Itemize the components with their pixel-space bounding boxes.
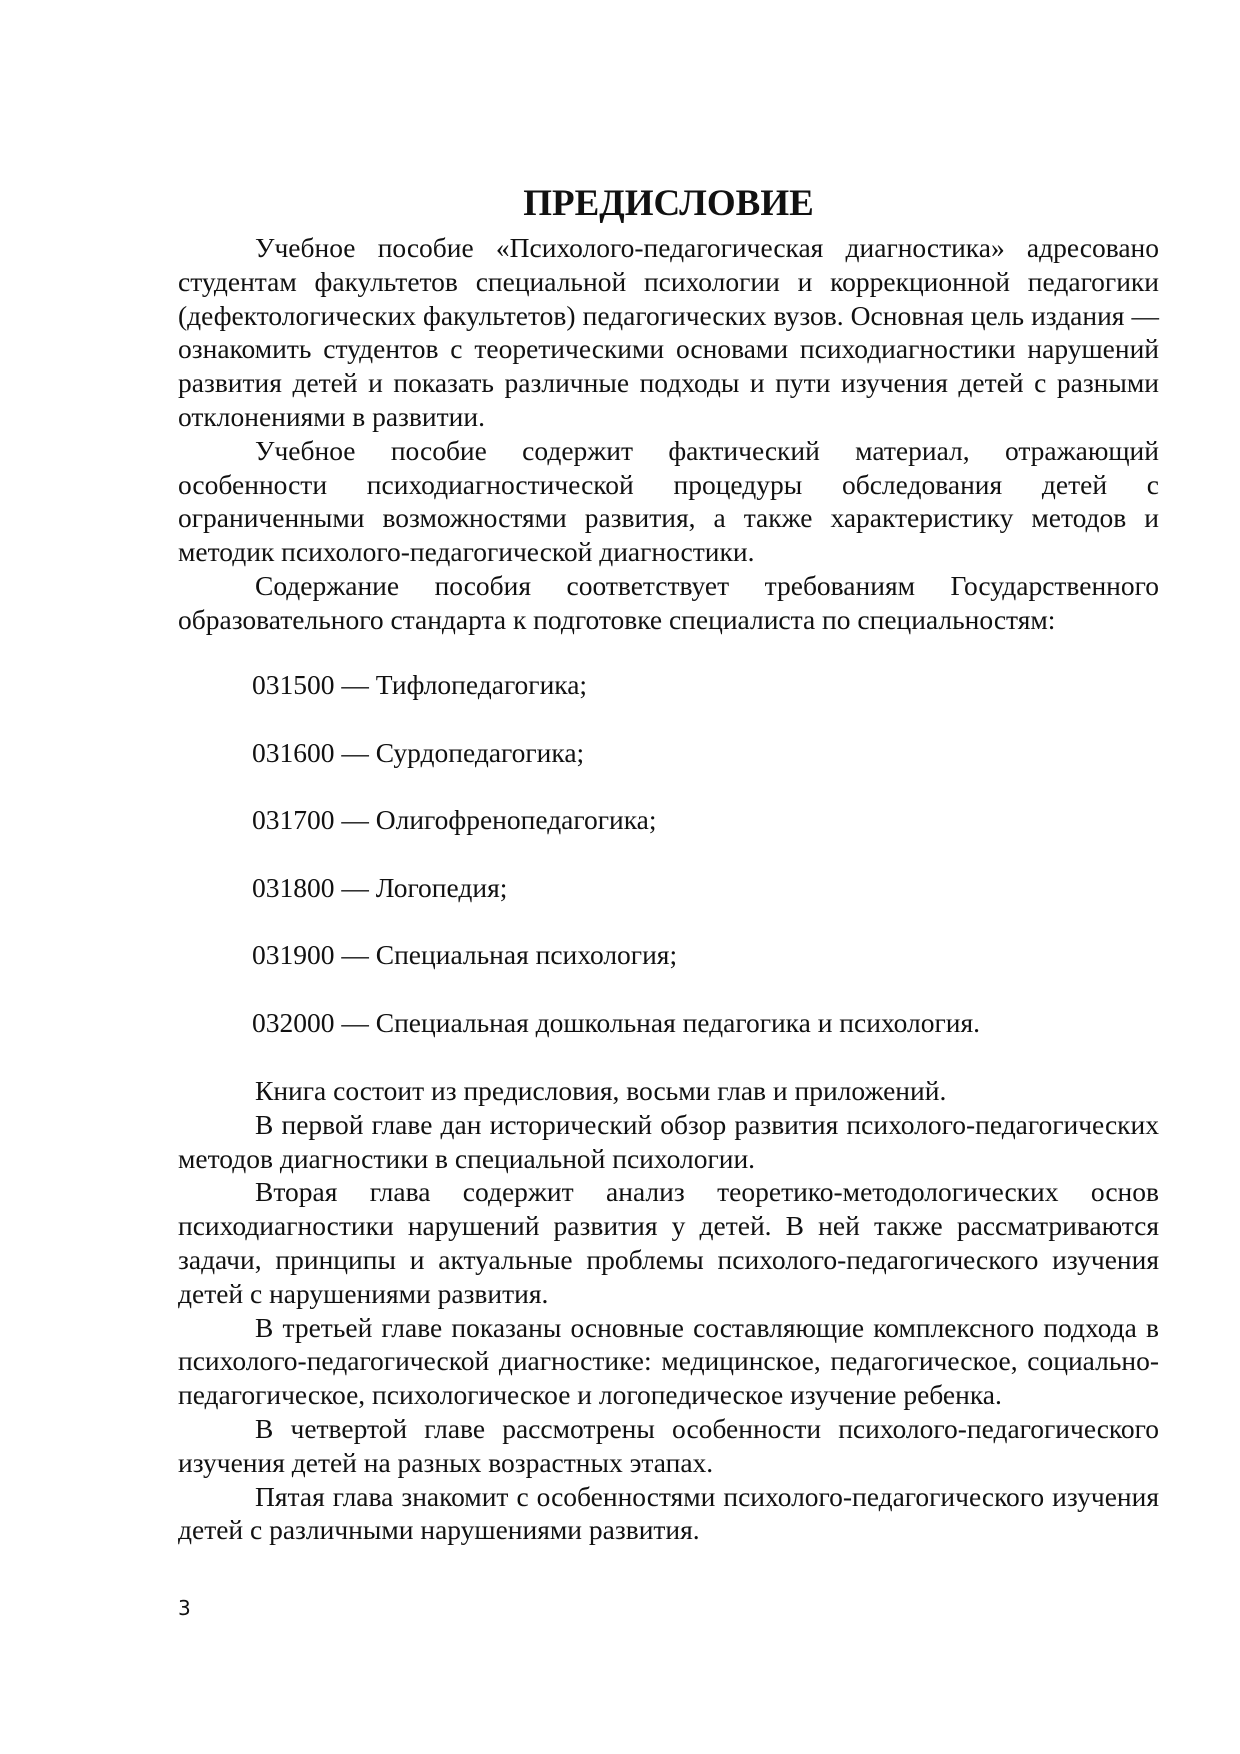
specialties-list bbox=[252, 668, 980, 1074]
page-number: 3 bbox=[178, 1596, 191, 1620]
paragraph: Содержание пособия соответствует требованиям Государственного образовательного стандарта к подготовке специалиста по специальностям: bbox=[178, 569, 1159, 635]
list-item: 031700 — Олигофренопедагогика; bbox=[252, 804, 657, 836]
paragraph: В четвертой главе рассмотрены особенности психолого-педагогического изучения детей на разных возрастных этапах. bbox=[178, 1412, 1159, 1478]
list-item: 031500 — Тифлопедагогика; bbox=[252, 669, 588, 700]
paragraph: Учебное пособие «Психолого-педагогическая диагностика» адресовано студентам факультетов специальной психологии и коррекционной педагогики (дефектологических факультетов) педагогических вузов. Основная цель издания — ознакомить студентов с теоретическими основами психодиагностики нарушений развития детей и показать различные подходы и пути изучения детей с разными отклонениями в развитии. bbox=[178, 232, 1159, 432]
page-title: ПРЕДИСЛОВИЕ bbox=[523, 182, 814, 224]
structure-section bbox=[178, 1074, 1159, 1547]
paragraph: Учебное пособие содержит фактический материал, отражающий особенности психодиагностической процедуры обследования детей с ограниченными возможностями развития, а также характеристику методов и методик психолого-педагогической диагностики. bbox=[178, 434, 1159, 568]
list-item: 031800 — Логопедия; bbox=[252, 871, 508, 903]
paragraph: Книга состоит из предисловия, восьми глав и приложений. bbox=[255, 1075, 947, 1106]
paragraph: В первой главе дан исторический обзор развития психолого-педагогических методов диагностики в специальной психологии. bbox=[178, 1108, 1159, 1174]
intro-section bbox=[178, 231, 1159, 637]
paragraph: Вторая глава содержит анализ теоретико-методологических основ психодиагностики нарушений развития у детей. В ней также рассматриваются задачи, принципы и актуальные проблемы психолого-педагогического изучения детей с нарушениями развития. bbox=[178, 1176, 1159, 1309]
paragraph: В третьей главе показаны основные составляющие комплексного подхода в психолого-педагогической диагностике: медицинское, педагогическое, социально-педагогическое, психологическое и логопедическое изучение ребенка. bbox=[178, 1311, 1159, 1411]
list-item: 032000 — Специальная дошкольная педагогика и психология. bbox=[252, 1006, 981, 1038]
list-item: 031600 — Сурдопедагогика; bbox=[252, 736, 585, 768]
list-item: 031900 — Специальная психология; bbox=[252, 939, 678, 971]
paragraph: Пятая глава знакомит с особенностями психолого-педагогического изучения детей с различными нарушениями развития. bbox=[178, 1480, 1159, 1546]
